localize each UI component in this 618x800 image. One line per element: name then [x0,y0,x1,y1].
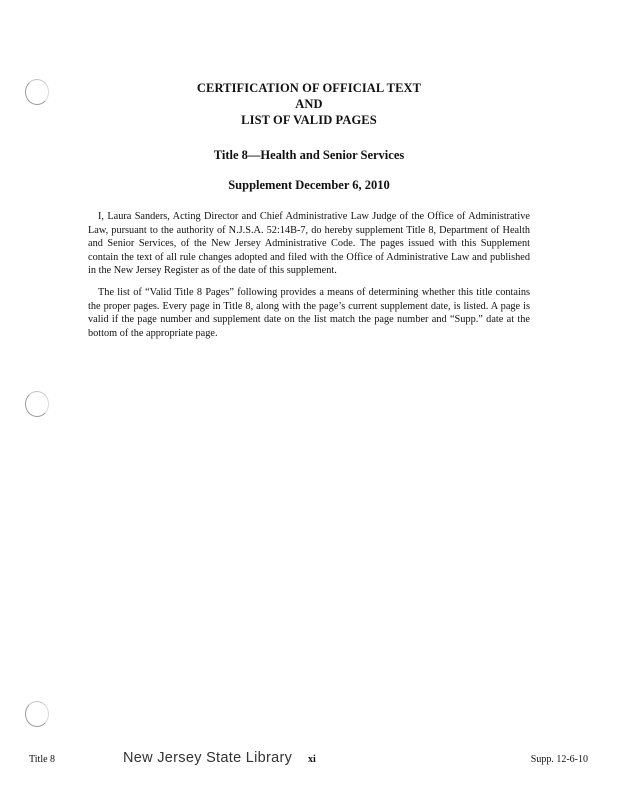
binder-hole-bottom [25,701,49,727]
heading-line-3: LIST OF VALID PAGES [241,113,377,127]
footer-title: Title 8 [29,754,56,765]
heading-line-2: AND [295,97,323,111]
footer-supplement-date: Supp. 12-6-10 [530,754,588,765]
binder-hole-middle [25,391,49,417]
certification-heading [0,80,618,128]
supplement-heading: Supplement December 6, 2010 [228,178,390,192]
heading-line-1: CERTIFICATION OF OFFICIAL TEXT [196,81,422,95]
paragraph-valid-pages: The list of “Valid Title 8 Pages” following provides a means of determining whether this title contains the proper pages. Every page in Title 8, along with the page’s current supplement date, is listed. A page is valid if the page number and supplement date on the list match the page number and “Supp.” date at the bottom of the appropriate page. [88,286,530,339]
library-watermark: New Jersey State Library [123,750,293,766]
certification-body [88,210,530,348]
title-heading: Title 8—Health and Senior Services [213,148,405,162]
page-number: xi [308,754,316,765]
paragraph-certification: I, Laura Sanders, Acting Director and Chief Administrative Law Judge of the Office of Administrative Law, pursuant to the authority of N.J.S.A. 52:14B-7, do hereby supplement Title 8, Department of Health and Senior Services, of the New Jersey Administrative Code. The pages issued with this Supplement contain the text of all rule changes adopted and filed with the Office of Administrative Law and published in the New Jersey Register as of the date of this supplement. [88,211,530,277]
